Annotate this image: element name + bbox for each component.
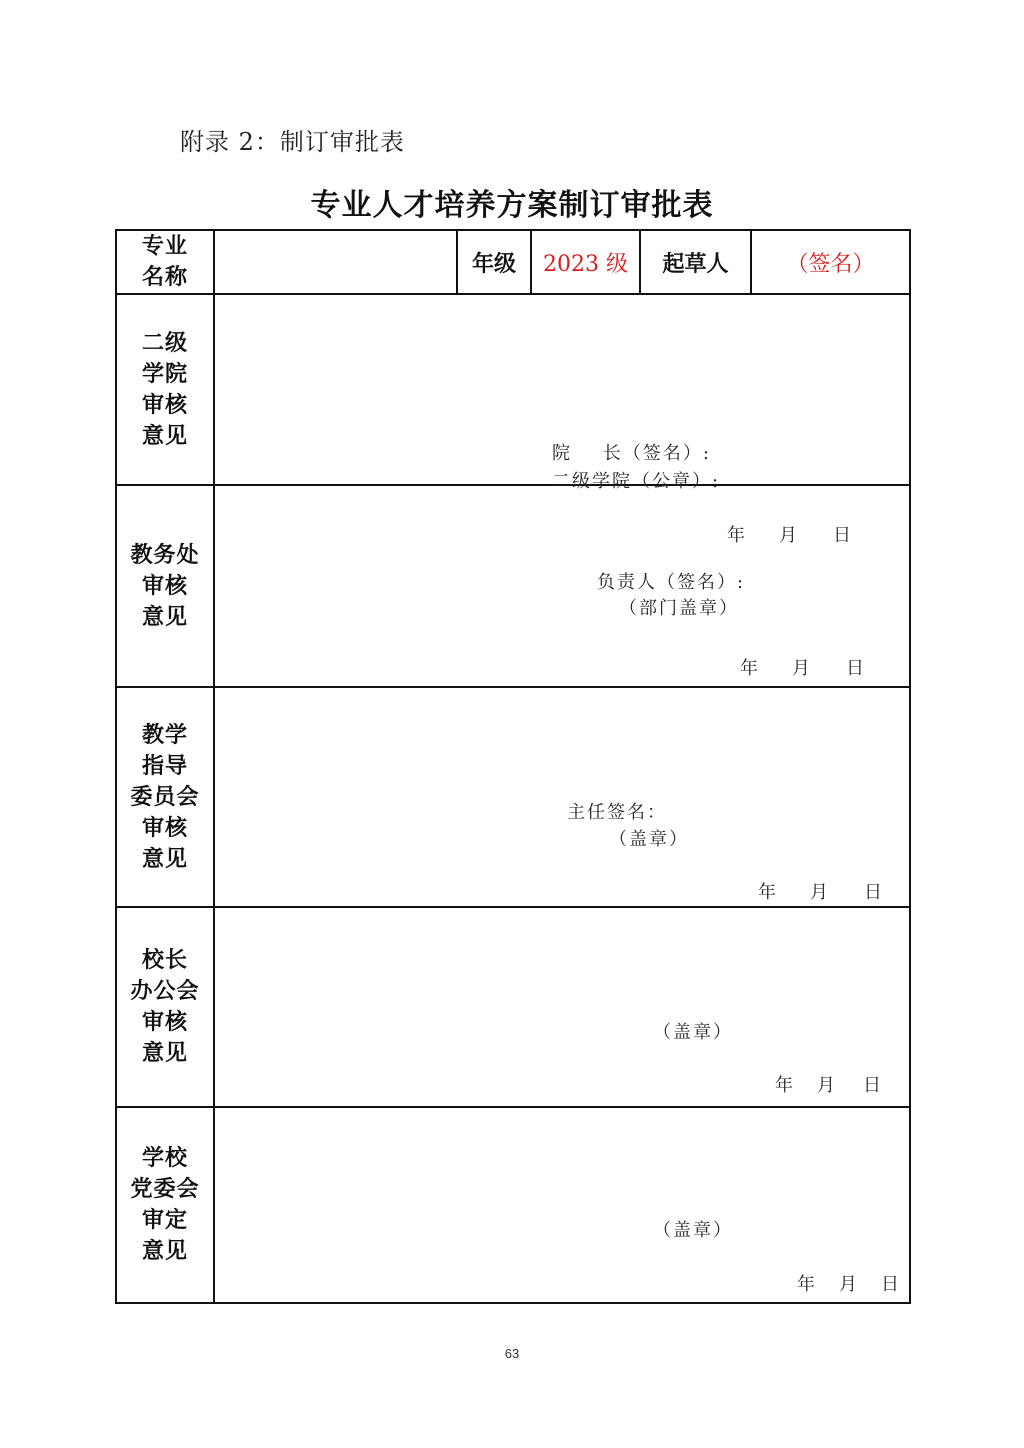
college-seal-line: 二级学院（公章）: [552, 471, 721, 492]
section-row-teaching-committee [116, 687, 910, 907]
drafter-label: 起草人 [640, 230, 751, 294]
grade-value[interactable]: 2023 级 [531, 230, 640, 294]
grade-label: 年级 [457, 230, 531, 294]
section-label-academic-affairs: 教务处 审核 意见 [116, 485, 214, 687]
section-label-president-office: 校长 办公会 审核 意见 [116, 907, 214, 1107]
opinion-area-party-committee[interactable]: （盖章） 年 月 日 [214, 1107, 910, 1303]
approval-form-table [115, 229, 911, 1304]
opinion-area-academic-affairs[interactable]: 负责人（签名）: （部门盖章） 年 月 日 [214, 485, 910, 687]
section-label-teaching-committee: 教学 指导 委员会 审核 意见 [116, 687, 214, 907]
section-label-college: 二级 学院 审核 意见 [116, 294, 214, 485]
section-row-president-office [116, 907, 910, 1107]
major-name-field[interactable] [214, 230, 457, 294]
opinion-area-college[interactable]: 院 长（签名）: 二级学院（公章）: 年 月 日 [214, 294, 910, 485]
responsible-signature-line: 负责人（签名）: [597, 572, 746, 593]
section-row-academic-affairs [116, 485, 910, 687]
section-row-college [116, 294, 910, 485]
section-row-party-committee [116, 1107, 910, 1303]
party-seal-line: （盖章） [653, 1220, 733, 1241]
department-seal-line: （部门盖章） [619, 598, 739, 619]
dean-signature-line: 院 长（签名）: [552, 443, 711, 464]
appendix-label: 附录 2：制订审批表 [180, 128, 405, 156]
office-seal-line: （盖章） [653, 1022, 733, 1043]
opinion-area-teaching-committee[interactable]: 主任签名： （盖章） 年 月 日 [214, 687, 910, 907]
drafter-signature-field[interactable]: （签名） [751, 230, 910, 294]
major-name-label: 专业 名称 [116, 230, 214, 294]
header-row [116, 230, 910, 294]
director-signature-line: 主任签名： [567, 802, 667, 823]
page-number: 63 [504, 1346, 520, 1361]
section-label-party-committee: 学校 党委会 审定 意见 [116, 1107, 214, 1303]
form-title: 专业人才培养方案制订审批表 [310, 188, 714, 223]
opinion-area-president-office[interactable]: （盖章） 年 月 日 [214, 907, 910, 1107]
committee-seal-line: （盖章） [609, 829, 689, 850]
